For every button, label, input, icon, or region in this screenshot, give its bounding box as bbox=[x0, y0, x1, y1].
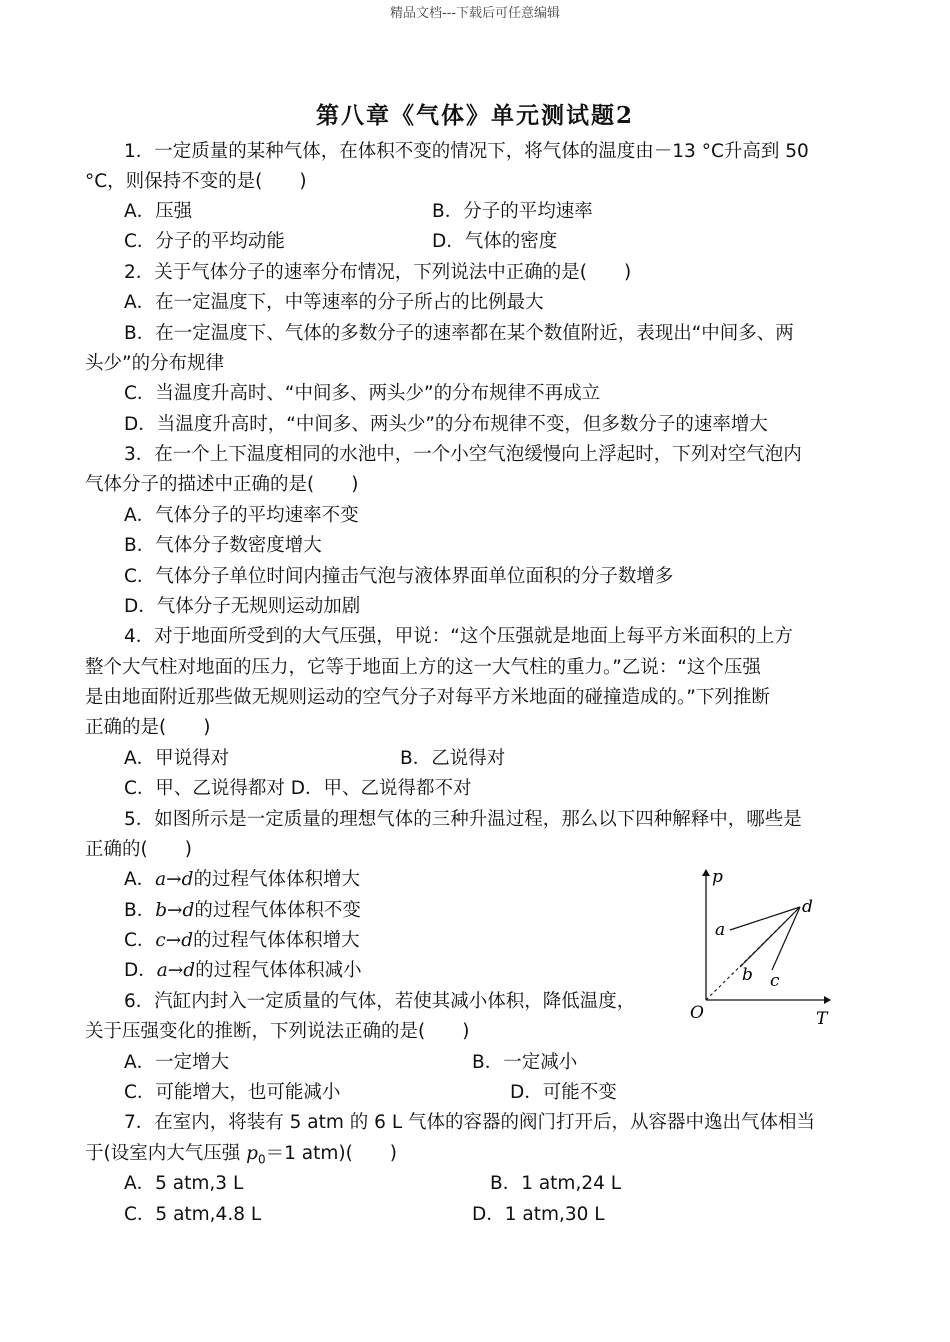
q6-option-d: D．可能不变 bbox=[510, 1082, 617, 1103]
q5-option-d-path: a→d bbox=[156, 960, 196, 981]
point-d-label: d bbox=[802, 897, 813, 917]
q2-option-b-line2: 头少”的分布规律 bbox=[85, 353, 225, 374]
q7-stem-line1: 7．在室内，将装有 5 atm 的 6 L 气体的容器的阀门打开后，从容器中逸出气体相当 bbox=[124, 1112, 816, 1133]
q1-stem-line2: °C，则保持不变的是( ) bbox=[85, 171, 307, 192]
q3-option-a: A．气体分子的平均速率不变 bbox=[124, 505, 359, 526]
q1-option-d: D．气体的密度 bbox=[432, 231, 558, 252]
q5-option-a-path: a→d bbox=[155, 869, 194, 890]
q4-option-a: A．甲说得对 bbox=[124, 748, 230, 769]
q2-option-d: D．当温度升高时，“中间多、两头少”的分布规律不变，但多数分子的速率增大 bbox=[124, 414, 768, 435]
q6-stem-line2: 关于压强变化的推断，下列说法正确的是( ) bbox=[85, 1021, 470, 1042]
q7-option-c: C．5 atm,4.8 L bbox=[124, 1204, 262, 1225]
q4-option-b: B．乙说得对 bbox=[400, 748, 506, 769]
q5-option-d-text: 的过程气体体积减小 bbox=[195, 960, 362, 981]
point-b-label: b bbox=[742, 965, 753, 985]
q7-option-b: B．1 atm,24 L bbox=[490, 1173, 622, 1194]
q6-option-c: C．可能增大，也可能减小 bbox=[124, 1082, 341, 1103]
t-axis-label: T bbox=[816, 1009, 828, 1029]
q5-option-a bbox=[124, 868, 360, 892]
q5-option-b bbox=[124, 899, 361, 923]
line-a-d bbox=[730, 907, 800, 930]
q2-option-a: A．在一定温度下，中等速率的分子所占的比例最大 bbox=[124, 292, 544, 313]
origin-label: O bbox=[690, 1003, 704, 1023]
q1-option-b: B．分子的平均速率 bbox=[432, 201, 593, 222]
q4-option-cd: C．甲、乙说得都对 D．甲、乙说得都不对 bbox=[124, 778, 472, 799]
q5-option-a-text: 的过程气体体积增大 bbox=[193, 869, 361, 890]
q7-stem-end: ＝1 atm)( ) bbox=[265, 1143, 398, 1164]
q6-option-b: B．一定减小 bbox=[472, 1052, 578, 1073]
point-a-label: a bbox=[715, 920, 726, 940]
q7-option-d: D．1 atm,30 L bbox=[472, 1204, 605, 1225]
q5-option-c bbox=[124, 929, 360, 953]
q1-option-c: C．分子的平均动能 bbox=[124, 231, 285, 252]
q7-option-a: A．5 atm,3 L bbox=[124, 1173, 244, 1194]
q3-stem-line1: 3．在一个上下温度相同的水池中，一个小空气泡缓慢向上浮起时，下列对空气泡内 bbox=[124, 444, 802, 465]
q3-option-b: B．气体分子数密度增大 bbox=[124, 535, 322, 556]
q7-pressure-var: p bbox=[246, 1143, 258, 1164]
q7-stem-text: 于(设室内大气压强 bbox=[85, 1143, 247, 1164]
q5-stem-line1: 5．如图所示是一定质量的理想气体的三种升温过程，那么以下四种解释中，哪些是 bbox=[124, 809, 802, 830]
point-c-label: c bbox=[770, 971, 780, 991]
line-c-d bbox=[772, 907, 800, 970]
q3-option-d: D．气体分子无规则运动加剧 bbox=[124, 596, 361, 617]
q4-stem-line4: 正确的是( ) bbox=[85, 717, 211, 738]
q3-option-c: C．气体分子单位时间内撞击气泡与液体界面单位面积的分子数增多 bbox=[124, 566, 674, 587]
q6-stem-line1: 6．汽缸内封入一定质量的气体，若使其减小体积，降低温度， bbox=[124, 991, 636, 1012]
page-title: 第八章《气体》单元测试题2 bbox=[315, 102, 634, 129]
q6-option-a: A．一定增大 bbox=[124, 1052, 230, 1073]
q5-option-a-label: A． bbox=[124, 869, 156, 890]
q5-option-b-text: 的过程气体体积不变 bbox=[194, 900, 361, 921]
q4-stem-line1: 4．对于地面所受到的大气压强，甲说：“这个压强就是地面上每平方米面积的上方 bbox=[124, 626, 793, 647]
q2-option-c: C．当温度升高时、“中间多、两头少”的分布规律不再成立 bbox=[124, 383, 601, 404]
q5-option-d bbox=[124, 959, 362, 983]
q2-option-b-line1: B．在一定温度下、气体的多数分子的速率都在某个数值附近，表现出“中间多、两 bbox=[124, 323, 794, 344]
q4-stem-line3: 是由地面附近那些做无规则运动的空气分子对每平方米地面的碰撞造成的。”下列推断 bbox=[85, 687, 770, 708]
q5-option-c-label: C． bbox=[124, 930, 156, 951]
line-b-d-solid bbox=[740, 907, 800, 967]
q3-stem-line2: 气体分子的描述中正确的是( ) bbox=[85, 474, 359, 495]
q2-stem: 2．关于气体分子的速率分布情况，下列说法中正确的是( ) bbox=[124, 262, 632, 283]
q7-pressure-sub: 0 bbox=[257, 1152, 266, 1167]
q1-option-a: A．压强 bbox=[124, 201, 193, 222]
q5-stem-line2: 正确的( ) bbox=[85, 839, 192, 860]
q5-option-b-path: b→d bbox=[155, 900, 195, 921]
page-header: 精品文档---下载后可任意编辑 bbox=[389, 6, 561, 21]
q5-option-b-label: B． bbox=[124, 900, 156, 921]
pt-diagram bbox=[680, 860, 840, 1030]
q5-option-c-text: 的过程气体体积增大 bbox=[193, 930, 360, 951]
q4-stem-line2: 整个大气柱对地面的压力，它等于地面上方的这一大气柱的重力。”乙说：“这个压强 bbox=[85, 657, 761, 678]
q1-stem-line1: 1．一定质量的某种气体，在体积不变的情况下，将气体的温度由－13 °C升高到 50 bbox=[124, 141, 809, 162]
q5-option-d-label: D． bbox=[124, 960, 157, 981]
q7-stem-line2 bbox=[85, 1142, 397, 1172]
p-axis-label: p bbox=[712, 867, 723, 887]
q5-option-c-path: c→d bbox=[155, 930, 194, 951]
